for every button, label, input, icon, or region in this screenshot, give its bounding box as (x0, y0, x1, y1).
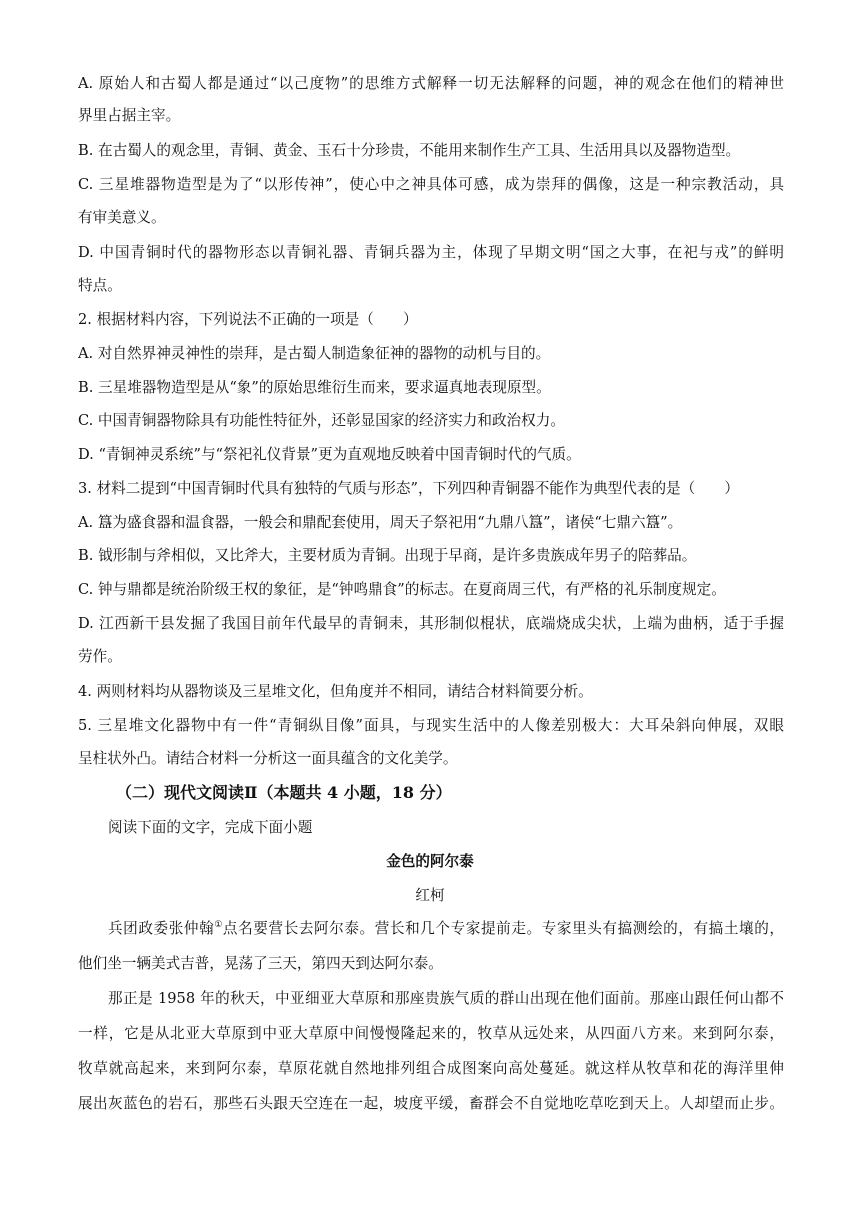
q3-option-d-line1: D. 江西新干县发掘了我国目前年代最早的青铜耒，其形制似棍状，底端烧成尖状，上端为曲柄，适于手握 (78, 615, 784, 632)
article-p1-text-b: 点名要营长去阿尔泰。营长和几个专家提前走。专家里头有搞测绘的，有搞土壤的， (222, 920, 784, 937)
q3-option-d-line2: 劳作。 (78, 648, 122, 665)
q1-option-a-line1: A. 原始人和古蜀人都是通过“以己度物”的思维方式解释一切无法解释的问题，神的观念在他们的精神世 (78, 75, 784, 92)
article-p2-line3: 牧草就高起来，来到阿尔泰，草原花就自然地排列组合成图案向高处蔓延。就这样从牧草和花的海洋里伸 (78, 1060, 784, 1077)
q3-option-b: B. 钺形制与斧相似，又比斧大，主要材质为青铜。出现于早商，是许多贵族成年男子的陪葬品。 (78, 547, 697, 564)
q3-option-c: C. 钟与鼎都是统治阶级王权的象征，是“钟鸣鼎食”的标志。在夏商周三代，有严格的礼乐制度规定。 (78, 581, 726, 598)
section-instruction: 阅读下面的文字，完成下面小题 (108, 819, 313, 836)
footnote-marker: ① (214, 920, 223, 931)
article-p2-line4: 展出灰蓝色的岩石，那些石头跟天空连在一起，坡度平缓，畜群会不自觉地吃草吃到天上。人却望而止步。 (78, 1095, 784, 1112)
q3-stem: 3. 材料二提到“中国青铜时代具有独特的气质与形态”，下列四种青铜器不能作为典型代表的是（ ） (78, 480, 740, 497)
section-heading: （二）现代文阅读Ⅱ（本题共 4 小题，18 分） (116, 783, 452, 802)
q1-option-c-line1: C. 三星堆器物造型是为了“以形传神”，使心中之神具体可感，成为崇拜的偶像，这是一种宗教活动，具 (78, 176, 784, 193)
q2-option-d: D. “青铜神灵系统”与“祭祀礼仪背景”更为直观地反映着中国青铜时代的气质。 (78, 446, 581, 463)
article-title: 金色的阿尔泰 (386, 853, 474, 870)
q5-line1: 5. 三星堆文化器物中有一件“青铜纵目像”面具，与现实生活中的人像差别极大：大耳朵斜向伸展，双眼 (78, 717, 784, 734)
q1-option-a-line2: 界里占据主宰。 (78, 107, 181, 124)
q3-option-a: A. 簋为盛食器和温食器，一般会和鼎配套使用，周天子祭祀用“九鼎八簋”，诸侯“七鼎六簋”。 (78, 514, 683, 531)
q5-line2: 呈柱状外凸。请结合材料一分析这一面具蕴含的文化美学。 (78, 750, 458, 767)
article-p2-line1: 那正是 1958 年的秋天，中亚细亚大草原和那座贵族气质的群山出现在他们面前。那座山跟任何山都不 (108, 990, 784, 1007)
q1-option-d-line1: D. 中国青铜时代的器物形态以青铜礼器、青铜兵器为主，体现了早期文明“国之大事，在祀与戎”的鲜明 (78, 244, 784, 261)
q4-stem: 4. 两则材料均从器物谈及三星堆文化，但角度并不相同，请结合材料简要分析。 (78, 683, 593, 700)
q2-option-a: A. 对自然界神灵神性的崇拜，是古蜀人制造象征神的器物的动机与目的。 (78, 345, 551, 362)
q1-option-d-line2: 特点。 (78, 277, 122, 294)
q1-option-c-line2: 有审美意义。 (78, 209, 166, 226)
article-p1-text-a: 兵团政委张仲翰 (108, 920, 215, 937)
q1-option-b: B. 在古蜀人的观念里，青铜、黄金、玉石十分珍贵，不能用来制作生产工具、生活用具以及器物造型。 (78, 142, 741, 159)
q2-stem: 2. 根据材料内容，下列说法不正确的一项是（ ） (78, 311, 418, 328)
q2-option-c: C. 中国青铜器物除具有功能性特征外，还彰显国家的经济实力和政治权力。 (78, 412, 565, 429)
article-p1-line1 (108, 918, 784, 940)
q2-option-b: B. 三星堆器物造型是从“象”的原始思维衍生而来，要求逼真地表现原型。 (78, 379, 551, 396)
article-p2-line2: 一样，它是从北亚大草原到中亚大草原中间慢慢隆起来的，牧草从远处来，从四面八方来。来到阿尔泰， (78, 1025, 784, 1042)
article-p1-line2: 他们坐一辆美式吉普，晃荡了三天，第四天到达阿尔泰。 (78, 955, 443, 972)
article-author: 红柯 (415, 887, 445, 904)
